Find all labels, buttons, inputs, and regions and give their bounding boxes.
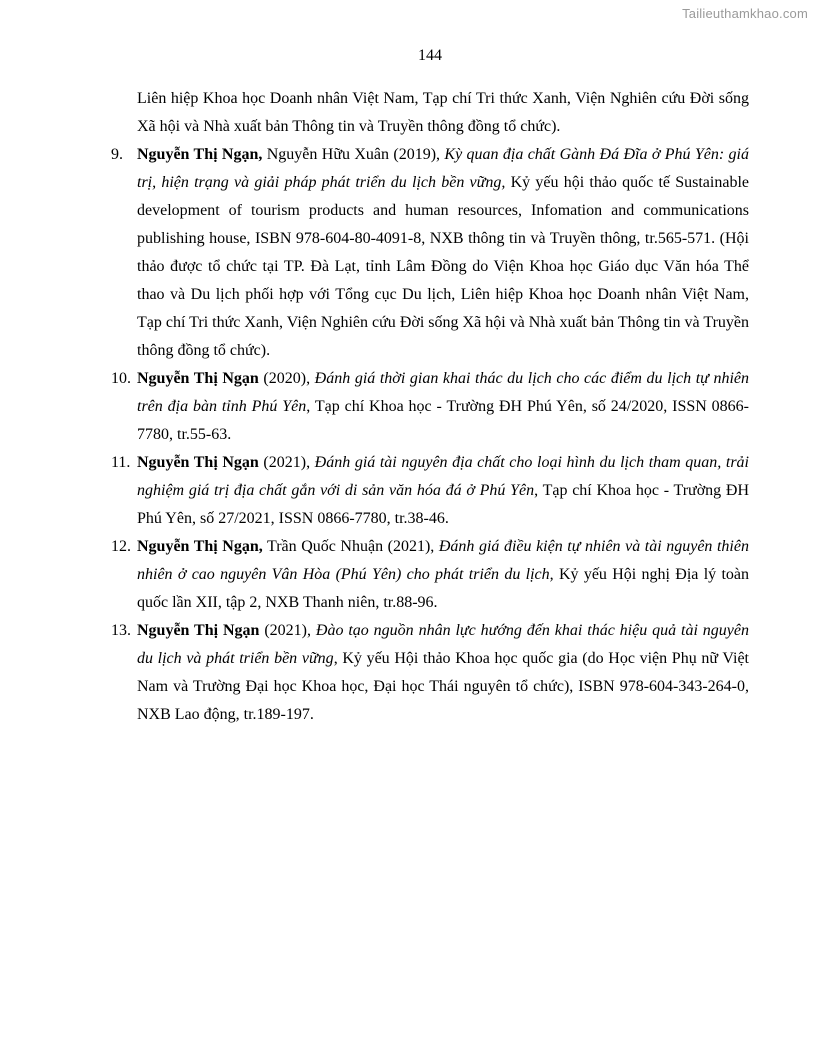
reference-text: Kỷ yếu hội thảo quốc tế Sustainable development of tourism products and human resources, Infomation and communications publishing house, ISBN 978-604-80-4091-8, NXB thông tin và Truyền thông, tr.565-571. (Hội thảo được tổ chức tại TP. Đà Lạt, tỉnh Lâm Đồng do Viện Khoa học Giáo dục Văn hóa Thể thao và Du lịch phối hợp với Tổng cục Du lịch, Liên hiệp Khoa học Doanh nhân Việt Nam, Tạp chí Tri thức Xanh, Viện Nghiên cứu Đời sống Xã hội và Nhà xuất bản Thông tin và Truyền thông đồng tổ chức). (137, 174, 749, 359)
reference-number: 10. (111, 370, 131, 387)
reference-number: 13. (111, 622, 131, 639)
reference-item (111, 533, 750, 617)
reference-text: , Tạp chí Khoa học - Trường ĐH Phú Yên, số 24/2020, ISSN 0866-7780, tr.55-63. (137, 398, 749, 443)
reference-number: 12. (111, 538, 131, 555)
reference-text: , Kỷ yếu Hội thảo Khoa học quốc gia (do Học viện Phụ nữ Việt Nam và Trường Đại học Khoa học, Đại học Thái nguyên tổ chức), ISBN 978-604-343-264-0, NXB Lao động, tr.189-197. (137, 650, 750, 723)
watermark: Tailieuthamkhao.com (682, 6, 808, 21)
reference-text: , Tạp chí Khoa học - Trường ĐH Phú Yên, số 27/2021, ISSN 0866-7780, tr.38-46. (137, 482, 750, 527)
reference-number: 9. (111, 146, 123, 163)
reference-number: 11. (111, 454, 131, 471)
reference-text: Kỷ yếu Hội nghị Địa lý toàn quốc lần XII, tập 2, NXB Thanh niên, tr.88-96. (137, 566, 750, 611)
reference-author: Nguyễn Thị Ngạn (137, 370, 259, 387)
reference-item (111, 365, 750, 449)
reference-text: (2021), (259, 622, 316, 639)
reference-author: Nguyễn Thị Ngạn, (137, 146, 263, 163)
continuation-text: Liên hiệp Khoa học Doanh nhân Việt Nam, Tạp chí Tri thức Xanh, Viện Nghiên cứu Đời sống Xã hội và Nhà xuất bản Thông tin và Truyền thông đồng tổ chức). (137, 90, 749, 135)
reference-author: Nguyễn Thị Ngạn (137, 622, 260, 639)
reference-title: Đánh giá thời gian khai thác du lịch cho các điểm du lịch tự nhiên trên địa bàn tỉnh Phú Yên (137, 370, 750, 415)
reference-text: Trần Quốc Nhuận (2021), (262, 538, 439, 555)
reference-text: (2021), (258, 454, 315, 471)
page-number: 144 (418, 47, 442, 64)
reference-title: Kỳ quan địa chất Gành Đá Đĩa ở Phú Yên: giá trị, hiện trạng và giải pháp phát triển du lịch bền vững, (137, 146, 749, 191)
reference-title: Đánh giá tài nguyên địa chất cho loại hình du lịch tham quan, trải nghiệm giá trị địa chất gắn với di sản văn hóa đá ở Phú Yên (137, 454, 749, 499)
reference-list (111, 85, 750, 729)
reference-item (111, 141, 749, 365)
reference-title: Đánh giá điều kiện tự nhiên và tài nguyên thiên nhiên ở cao nguyên Vân Hòa (Phú Yên) cho phát triển du lịch, (137, 538, 749, 583)
reference-text: Nguyễn Hữu Xuân (2019), (262, 146, 445, 163)
reference-text: (2020), (258, 370, 315, 387)
reference-item (111, 617, 750, 729)
reference-author: Nguyễn Thị Ngạn (137, 454, 259, 471)
reference-author: Nguyễn Thị Ngạn, (137, 538, 263, 555)
reference-title: Đào tạo nguồn nhân lực hướng đến khai thác hiệu quả tài nguyên du lịch và phát triển bền vững (137, 622, 750, 667)
reference-item (111, 449, 750, 533)
